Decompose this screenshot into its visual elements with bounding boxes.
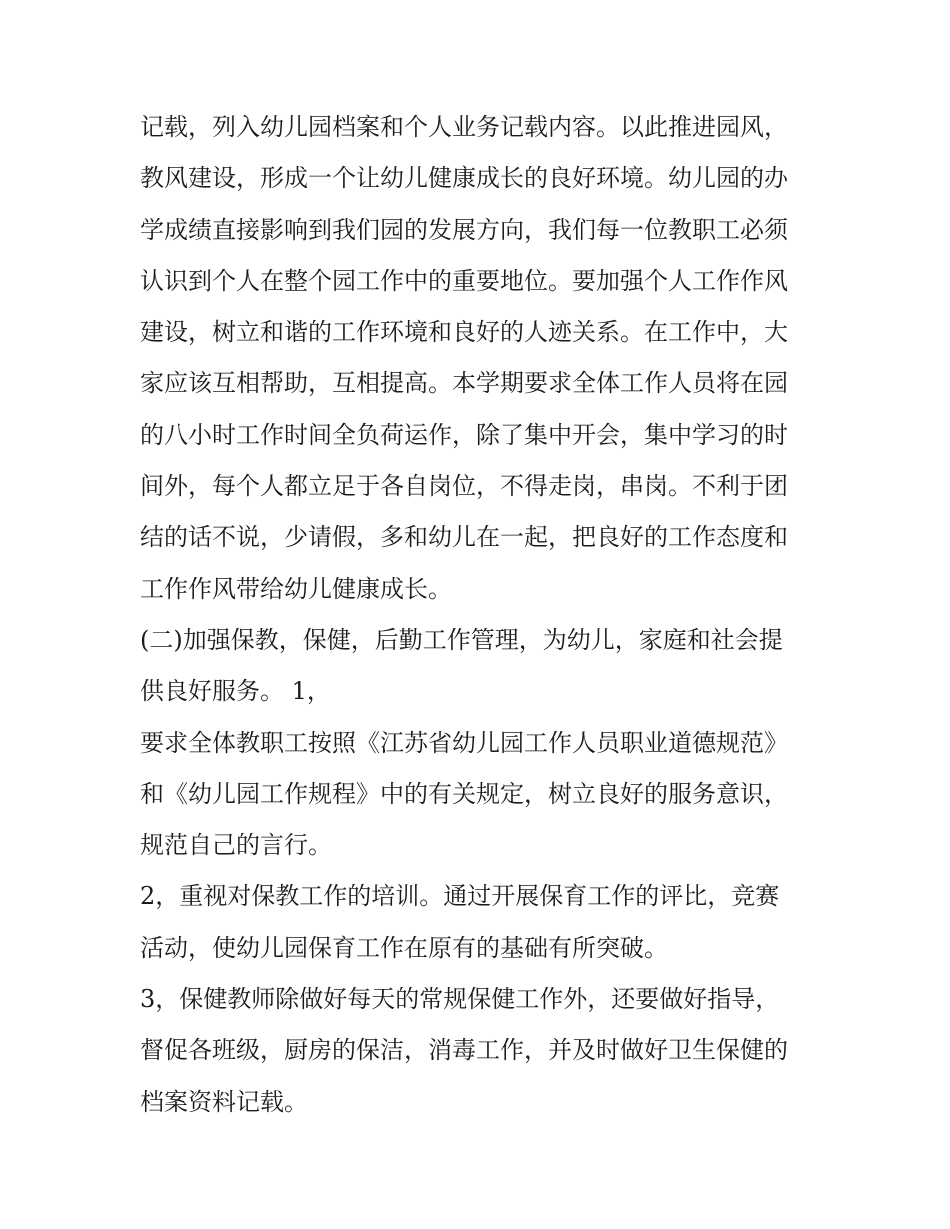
text-line: 教风建设，形成一个让幼儿健康成长的良好环境。幼儿园的办 [140,164,788,193]
text-line: 要求全体教职工按照《江苏省幼儿园工作人员职业道德规范》 [140,728,788,757]
text-line: 活动，使幼儿园保育工作在原有的基础有所突破。 [140,933,668,962]
text-line: 档案资料记载。 [140,1087,308,1116]
text-line: 的八小时工作时间全负荷运作，除了集中开会，集中学习的时 [140,420,788,449]
section-heading: (二)加强保教，保健，后勤工作管理，为幼儿，家庭和社会提 [140,625,783,654]
text-line: 间外，每个人都立足于各自岗位，不得走岗，串岗。不利于团 [140,472,788,501]
text-line: 工作作风带给幼儿健康成长。 [140,574,452,603]
text-line: 和《幼儿园工作规程》中的有关规定，树立良好的服务意识， [140,779,788,808]
list-item: 2，重视对保教工作的培训。通过开展保育工作的评比，竞赛 [140,882,780,911]
text-line: 认识到个人在整个园工作中的重要地位。要加强个人工作作风 [140,266,788,295]
text-line: 学成绩直接影响到我们园的发展方向，我们每一位教职工必须 [140,215,788,244]
text-line: 家应该互相帮助，互相提高。本学期要求全体工作人员将在园 [140,369,788,398]
text-line: 结的话不说，少请假，多和幼儿在一起，把良好的工作态度和 [140,523,788,552]
text-line: 记载，列入幼儿园档案和个人业务记载内容。以此推进园风， [140,113,788,141]
text-line: 督促各班级，厨房的保洁，消毒工作，并及时做好卫生保健的 [140,1036,788,1065]
text-line: 建设，树立和谐的工作环境和良好的人迹关系。在工作中，大 [140,318,788,347]
document-body [140,102,820,1128]
text-line: 规范自己的言行。 [140,831,332,860]
text-line: 供良好服务。 1， [140,677,331,706]
list-item: 3，保健教师除做好每天的常规保健工作外，还要做好指导， [140,985,780,1014]
